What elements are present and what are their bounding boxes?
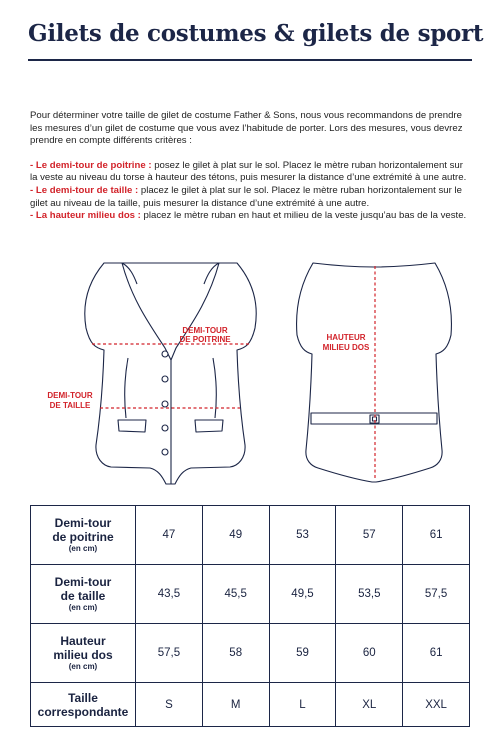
row-header-size-line1: Taille	[68, 690, 98, 705]
table-cell: 57	[336, 506, 403, 565]
table-cell: 61	[403, 506, 470, 565]
criterion-chest-label: - Le demi-tour de poitrine :	[30, 159, 152, 171]
title-underline	[28, 59, 472, 61]
front-vest-illustration	[85, 263, 256, 484]
row-header-chest-line2: de poitrine	[52, 530, 114, 545]
intro-paragraph: Pour déterminer votre taille de gilet de costume Father & Sons, nous vous recommandons de prendre les mesures d’un gilet de costume que vous avez l’habitude de porter. Lors des mesures, vous devrez prendre en compte différents critères :	[30, 110, 463, 147]
criterion-waist-text: placez le gilet à plat sur le sol. Placez le mètre ruban horizontalement sur le gilet au niveau de la taille, puis mesurer la distance d’une extrémité à une autre.	[30, 184, 462, 209]
chest-label-line2: DE POITRINE	[179, 335, 231, 344]
criterion-back-height	[30, 210, 470, 223]
row-header-chest	[31, 506, 136, 565]
waist-label-line2: DE TAILLE	[49, 401, 91, 410]
back-height-label-line1: HAUTEUR	[326, 333, 366, 342]
table-cell: 49	[202, 506, 269, 565]
vest-measurement-figure	[0, 252, 500, 502]
table-cell: 60	[336, 624, 403, 683]
table-cell: 49,5	[269, 565, 336, 624]
table-cell: L	[269, 683, 336, 727]
waist-label-line1: DEMI-TOUR	[47, 391, 93, 400]
table-cell: XXL	[403, 683, 470, 727]
row-header-waist-line2: de taille	[60, 589, 106, 604]
row-header-size-line2: correspondante	[37, 704, 129, 719]
intro-text	[30, 110, 470, 223]
criterion-back-height-label: - La hauteur milieu dos :	[30, 210, 141, 222]
row-header-waist-unit: (en cm)	[68, 603, 98, 613]
row-header-waist-line1: Demi-tour	[54, 575, 112, 590]
criterion-chest-text: posez le gilet à plat sur le sol. Placez le mètre ruban horizontalement sur la veste au niveau du torse à hauteur des tétons, puis mesurer la distance d’une extrémité à une autre.	[30, 159, 467, 184]
table-row-chest	[31, 506, 470, 565]
table-row-back-height	[31, 624, 470, 683]
table-cell: 61	[403, 624, 470, 683]
table-cell: 45,5	[202, 565, 269, 624]
table-cell: XL	[336, 683, 403, 727]
table-cell: 47	[136, 506, 203, 565]
table-cell: M	[202, 683, 269, 727]
table-cell: 58	[202, 624, 269, 683]
measurement-labels	[47, 326, 370, 410]
table-cell: 43,5	[136, 565, 203, 624]
back-vest-illustration	[297, 263, 452, 482]
row-header-back-height-line1: Hauteur	[60, 634, 106, 649]
table-cell: 53	[269, 506, 336, 565]
table-row-waist	[31, 565, 470, 624]
size-table	[30, 505, 470, 727]
criterion-chest	[30, 160, 470, 185]
row-header-chest-unit: (en cm)	[68, 544, 98, 554]
front-vest-buttons	[162, 351, 168, 455]
row-header-back-height	[31, 624, 136, 683]
row-header-chest-line1: Demi-tour	[54, 516, 112, 531]
table-cell: 59	[269, 624, 336, 683]
row-header-back-height-unit: (en cm)	[68, 662, 98, 672]
table-cell: 53,5	[336, 565, 403, 624]
page-title: Gilets de costumes & gilets de sport	[28, 20, 484, 47]
criterion-waist-label: - Le demi-tour de taille :	[30, 184, 139, 196]
back-height-label-line2: MILIEU DOS	[322, 343, 370, 352]
criterion-waist	[30, 185, 470, 210]
row-header-back-height-line2: milieu dos	[53, 648, 113, 663]
row-header-size	[31, 683, 136, 727]
table-cell: 57,5	[136, 624, 203, 683]
table-cell: S	[136, 683, 203, 727]
table-row-size	[31, 683, 470, 727]
row-header-waist	[31, 565, 136, 624]
criterion-back-height-text: placez le mètre ruban en haut et milieu de la veste jusqu’au bas de la veste.	[140, 210, 467, 222]
chest-label-line1: DEMI-TOUR	[182, 326, 228, 335]
table-cell: 57,5	[403, 565, 470, 624]
